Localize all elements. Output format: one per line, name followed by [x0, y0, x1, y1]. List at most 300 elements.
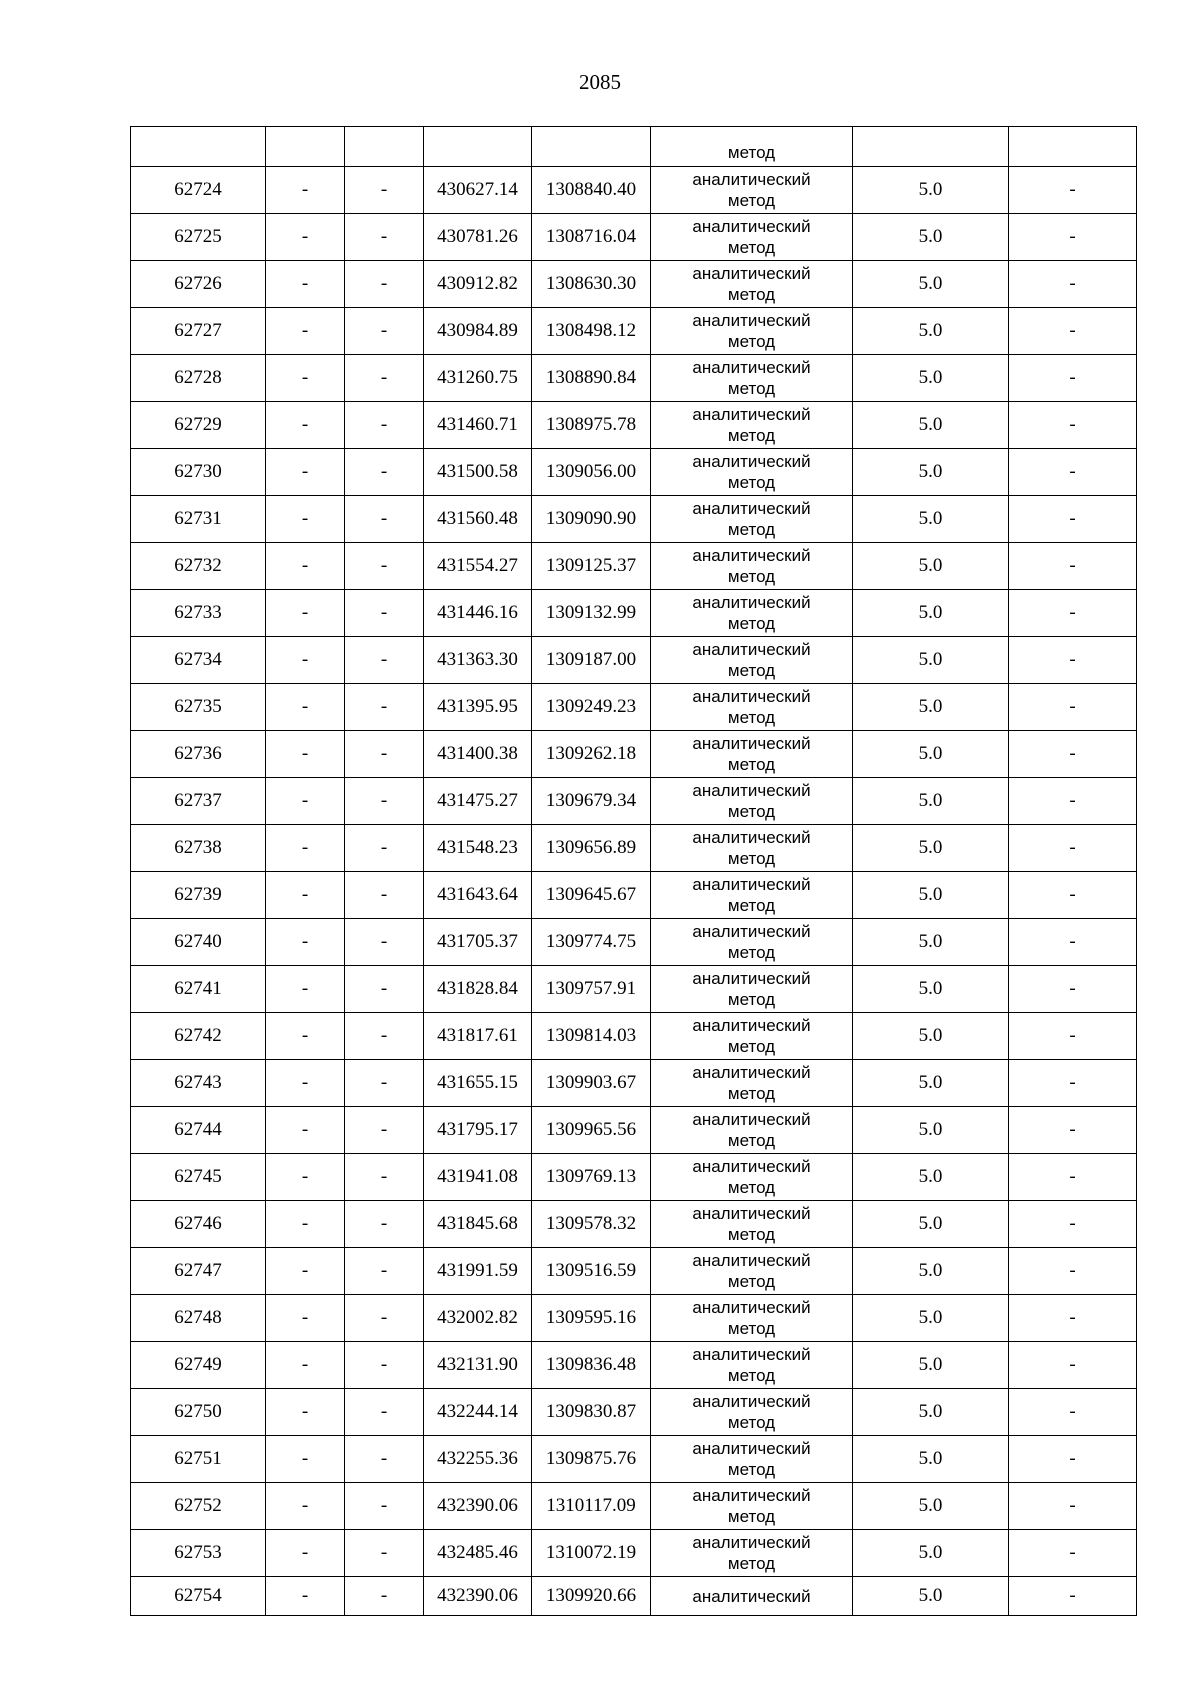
cell-x-coordinate: 432485.46: [424, 1530, 532, 1577]
cell-accuracy: 5.0: [853, 1060, 1009, 1107]
cell-dash: -: [266, 590, 345, 637]
cell-method: [651, 778, 853, 825]
cell-dash: -: [345, 214, 424, 261]
cell-x-coordinate: [424, 127, 532, 167]
cell-dash: -: [345, 1436, 424, 1483]
cell-dash: -: [1009, 1201, 1137, 1248]
cell-dash: -: [345, 1483, 424, 1530]
method-word-2: метод: [727, 426, 776, 445]
table-row: [131, 214, 1137, 261]
cell-method: [651, 731, 853, 778]
table-row: [131, 1342, 1137, 1389]
cell-dash: -: [266, 684, 345, 731]
method-word-2: метод: [727, 1037, 776, 1056]
cell-x-coordinate: 431260.75: [424, 355, 532, 402]
table-row: [131, 684, 1137, 731]
method-word-1: аналитический: [692, 499, 811, 518]
method-word-2: метод: [727, 1413, 776, 1432]
cell-x-coordinate: 432255.36: [424, 1436, 532, 1483]
cell-blank: [1009, 127, 1137, 167]
cell-dash: -: [1009, 355, 1137, 402]
cell-point-number: 62729: [131, 402, 266, 449]
method-word-1: аналитический: [692, 1298, 811, 1317]
cell-y-coordinate: 1308840.40: [532, 167, 651, 214]
method-word-2: метод: [727, 990, 776, 1009]
method-word-1: аналитический: [692, 1110, 811, 1129]
cell-x-coordinate: 431500.58: [424, 449, 532, 496]
cell-point-number: 62749: [131, 1342, 266, 1389]
cell-x-coordinate: 430781.26: [424, 214, 532, 261]
cell-y-coordinate: [532, 127, 651, 167]
cell-accuracy: 5.0: [853, 496, 1009, 543]
cell-dash: -: [345, 1295, 424, 1342]
cell-y-coordinate: 1308890.84: [532, 355, 651, 402]
method-word-1: аналитический: [692, 1016, 811, 1035]
cell-accuracy: 5.0: [853, 684, 1009, 731]
table-row: [131, 637, 1137, 684]
cell-x-coordinate: 431460.71: [424, 402, 532, 449]
table-row: [131, 1201, 1137, 1248]
cell-method: [651, 1154, 853, 1201]
cell-dash: -: [345, 966, 424, 1013]
cell-dash: -: [1009, 872, 1137, 919]
cell-y-coordinate: 1308498.12: [532, 308, 651, 355]
cell-x-coordinate: 431991.59: [424, 1248, 532, 1295]
cell-method: [651, 355, 853, 402]
cell-point-number: 62745: [131, 1154, 266, 1201]
cell-x-coordinate: 431643.64: [424, 872, 532, 919]
cell-y-coordinate: 1309965.56: [532, 1107, 651, 1154]
cell-dash: -: [1009, 590, 1137, 637]
cell-x-coordinate: 431446.16: [424, 590, 532, 637]
cell-y-coordinate: 1309875.76: [532, 1436, 651, 1483]
table-row: [131, 1060, 1137, 1107]
cell-point-number: 62754: [131, 1577, 266, 1616]
cell-dash: -: [266, 355, 345, 402]
cell-x-coordinate: 432244.14: [424, 1389, 532, 1436]
method-word-2: метод: [727, 896, 776, 915]
table-row: [131, 966, 1137, 1013]
cell-dash: -: [345, 1013, 424, 1060]
method-word-2: метод: [727, 943, 776, 962]
cell-point-number: 62733: [131, 590, 266, 637]
method-word-1: аналитический: [692, 969, 811, 988]
cell-y-coordinate: 1309262.18: [532, 731, 651, 778]
cell-y-coordinate: 1309056.00: [532, 449, 651, 496]
cell-accuracy: 5.0: [853, 590, 1009, 637]
cell-dash: -: [345, 355, 424, 402]
cell-x-coordinate: 431554.27: [424, 543, 532, 590]
cell-accuracy: 5.0: [853, 1201, 1009, 1248]
method-word-1: аналитический: [692, 1392, 811, 1411]
method-word-2: метод: [727, 1084, 776, 1103]
cell-dash: -: [266, 1248, 345, 1295]
cell-method: [651, 1295, 853, 1342]
cell-dash: -: [345, 1201, 424, 1248]
cell-dash: -: [1009, 1530, 1137, 1577]
cell-dash: -: [1009, 1389, 1137, 1436]
cell-method: [651, 496, 853, 543]
cell-x-coordinate: 431395.95: [424, 684, 532, 731]
cell-y-coordinate: 1309920.66: [532, 1577, 651, 1616]
cell-dash: -: [345, 449, 424, 496]
cell-x-coordinate: 431941.08: [424, 1154, 532, 1201]
cell-y-coordinate: 1308716.04: [532, 214, 651, 261]
method-word-1: аналитический: [692, 640, 811, 659]
cell-dash: -: [345, 1107, 424, 1154]
cell-dash: -: [266, 1436, 345, 1483]
cell-point-number: 62726: [131, 261, 266, 308]
method-word-2: метод: [727, 285, 776, 304]
table-row: [131, 496, 1137, 543]
cell-dash: -: [1009, 778, 1137, 825]
method-word-2: метод: [727, 379, 776, 398]
table-row: [131, 1107, 1137, 1154]
cell-accuracy: 5.0: [853, 261, 1009, 308]
cell-y-coordinate: 1309090.90: [532, 496, 651, 543]
cell-accuracy: 5.0: [853, 1013, 1009, 1060]
method-word-1: аналитический: [692, 1345, 811, 1364]
cell-x-coordinate: 431560.48: [424, 496, 532, 543]
cell-accuracy: 5.0: [853, 966, 1009, 1013]
cell-dash: -: [266, 1060, 345, 1107]
method-word-1: аналитический: [692, 1204, 811, 1223]
cell-x-coordinate: 431795.17: [424, 1107, 532, 1154]
cell-method: [651, 966, 853, 1013]
cell-method: [651, 684, 853, 731]
cell-dash: -: [266, 731, 345, 778]
method-word-2: метод: [727, 849, 776, 868]
method-word-1: аналитический: [692, 217, 811, 236]
table-body: [131, 127, 1137, 1616]
method-word-2: метод: [727, 755, 776, 774]
method-word-1: аналитический: [692, 311, 811, 330]
cell-dash: -: [1009, 308, 1137, 355]
method-word-1: аналитический: [692, 1251, 811, 1270]
cell-accuracy: 5.0: [853, 1530, 1009, 1577]
cell-x-coordinate: 431475.27: [424, 778, 532, 825]
page-number: 2085: [579, 70, 621, 94]
cell-method: [651, 1577, 853, 1616]
table-row: [131, 1436, 1137, 1483]
cell-dash: -: [345, 778, 424, 825]
cell-dash: -: [266, 261, 345, 308]
method-word-1: аналитический: [692, 781, 811, 800]
cell-y-coordinate: 1309645.67: [532, 872, 651, 919]
cell-dash: -: [266, 1483, 345, 1530]
cell-accuracy: 5.0: [853, 1483, 1009, 1530]
cell-accuracy: 5.0: [853, 731, 1009, 778]
method-word-1: аналитический: [692, 452, 811, 471]
method-word-2: метод: [727, 661, 776, 680]
cell-dash: -: [1009, 214, 1137, 261]
cell-dash: -: [345, 1530, 424, 1577]
cell-dash: -: [345, 496, 424, 543]
cell-x-coordinate: 431548.23: [424, 825, 532, 872]
method-word-2: метод: [727, 191, 776, 210]
cell-x-coordinate: 432390.06: [424, 1483, 532, 1530]
cell-dash: -: [266, 1154, 345, 1201]
cell-method: [651, 449, 853, 496]
cell-accuracy: 5.0: [853, 1577, 1009, 1616]
table-row: [131, 308, 1137, 355]
cell-x-coordinate: 431828.84: [424, 966, 532, 1013]
cell-dash: -: [1009, 261, 1137, 308]
cell-method: [651, 1107, 853, 1154]
cell-y-coordinate: 1308975.78: [532, 402, 651, 449]
table-row: [131, 167, 1137, 214]
cell-dash: -: [1009, 1248, 1137, 1295]
cell-point-number: 62739: [131, 872, 266, 919]
cell-dash: -: [266, 449, 345, 496]
cell-method: [651, 543, 853, 590]
cell-x-coordinate: 431845.68: [424, 1201, 532, 1248]
cell-point-number: 62751: [131, 1436, 266, 1483]
cell-dash: -: [1009, 167, 1137, 214]
cell-y-coordinate: 1309656.89: [532, 825, 651, 872]
cell-dash: -: [266, 1342, 345, 1389]
method-word-1: аналитический: [692, 687, 811, 706]
method-word-1: аналитический: [692, 1486, 811, 1505]
method-word-1: аналитический: [692, 405, 811, 424]
method-word-1: аналитический: [692, 593, 811, 612]
cell-x-coordinate: 432002.82: [424, 1295, 532, 1342]
cell-point-number: 62740: [131, 919, 266, 966]
table-row: [131, 1483, 1137, 1530]
method-word-2: метод: [727, 332, 776, 351]
table-row: [131, 919, 1137, 966]
cell-y-coordinate: 1309679.34: [532, 778, 651, 825]
method-word-1: аналитический: [692, 1439, 811, 1458]
cell-dash: -: [266, 778, 345, 825]
cell-method: [651, 637, 853, 684]
cell-accuracy: 5.0: [853, 543, 1009, 590]
cell-point-number: 62753: [131, 1530, 266, 1577]
cell-dash: -: [345, 1389, 424, 1436]
cell-accuracy: 5.0: [853, 355, 1009, 402]
cell-dash: -: [1009, 1295, 1137, 1342]
cell-method: [651, 1248, 853, 1295]
cell-dash: -: [266, 167, 345, 214]
cell-x-coordinate: 431363.30: [424, 637, 532, 684]
cell-point-number: 62734: [131, 637, 266, 684]
table-row: [131, 1389, 1137, 1436]
cell-dash: -: [1009, 543, 1137, 590]
table-row: [131, 1295, 1137, 1342]
cell-dash: -: [1009, 1013, 1137, 1060]
cell-point-number: 62725: [131, 214, 266, 261]
cell-point-number: 62737: [131, 778, 266, 825]
cell-method-continuation: метод: [651, 127, 853, 167]
cell-dash: -: [266, 1107, 345, 1154]
table-row: [131, 825, 1137, 872]
cell-dash: -: [266, 825, 345, 872]
cell-dash: -: [266, 1530, 345, 1577]
cell-method: [651, 1060, 853, 1107]
cell-accuracy: 5.0: [853, 1248, 1009, 1295]
method-word-2: метод: [727, 1460, 776, 1479]
method-word-2: метод: [727, 238, 776, 257]
cell-dash: -: [345, 731, 424, 778]
cell-dash: -: [1009, 1342, 1137, 1389]
cell-point-number: 62724: [131, 167, 266, 214]
cell-x-coordinate: 431400.38: [424, 731, 532, 778]
method-word-2: метод: [727, 1178, 776, 1197]
cell-dash: -: [266, 214, 345, 261]
cell-point-number: 62732: [131, 543, 266, 590]
cell-x-coordinate: 431705.37: [424, 919, 532, 966]
cell-dash: -: [345, 1248, 424, 1295]
table-row: [131, 402, 1137, 449]
cell-method: [651, 167, 853, 214]
cell-point-number: 62736: [131, 731, 266, 778]
cell-x-coordinate: 432131.90: [424, 1342, 532, 1389]
cell-method: [651, 402, 853, 449]
cell-x-coordinate: 430912.82: [424, 261, 532, 308]
cell-y-coordinate: 1309769.13: [532, 1154, 651, 1201]
cell-dash: -: [266, 1295, 345, 1342]
cell-dash: -: [345, 825, 424, 872]
cell-dash: -: [1009, 402, 1137, 449]
cell-y-coordinate: 1309516.59: [532, 1248, 651, 1295]
cell-point-number: 62744: [131, 1107, 266, 1154]
cell-dash: -: [266, 1013, 345, 1060]
cell-dash: -: [266, 919, 345, 966]
cell-dash: -: [345, 1577, 424, 1616]
cell-y-coordinate: 1310117.09: [532, 1483, 651, 1530]
method-word-2: метод: [727, 1319, 776, 1338]
table-row: [131, 1248, 1137, 1295]
cell-y-coordinate: 1309757.91: [532, 966, 651, 1013]
cell-point-number: 62750: [131, 1389, 266, 1436]
cell-y-coordinate: 1309903.67: [532, 1060, 651, 1107]
cell-accuracy: 5.0: [853, 308, 1009, 355]
cell-dash: -: [345, 684, 424, 731]
method-word-2: метод: [727, 802, 776, 821]
cell-y-coordinate: 1309249.23: [532, 684, 651, 731]
cell-dash: -: [266, 872, 345, 919]
cell-dash: -: [1009, 684, 1137, 731]
cell-dash: -: [345, 402, 424, 449]
cell-accuracy: 5.0: [853, 449, 1009, 496]
cell-method: [651, 1389, 853, 1436]
cell-accuracy: 5.0: [853, 1295, 1009, 1342]
table-row: [131, 449, 1137, 496]
cell-dash: -: [1009, 637, 1137, 684]
cell-dash: -: [1009, 1577, 1137, 1616]
method-word-1: аналитический: [692, 264, 811, 283]
cell-dash: -: [345, 1060, 424, 1107]
cell-x-coordinate: 430984.89: [424, 308, 532, 355]
method-word-1: аналитический: [692, 1586, 811, 1606]
cell-y-coordinate: 1310072.19: [532, 1530, 651, 1577]
cell-dash: -: [266, 402, 345, 449]
cell-x-coordinate: 430627.14: [424, 167, 532, 214]
cell-point-number: 62741: [131, 966, 266, 1013]
method-word-1: аналитический: [692, 875, 811, 894]
cell-point-number: 62746: [131, 1201, 266, 1248]
method-word-1: аналитический: [692, 1533, 811, 1552]
table-row: [131, 872, 1137, 919]
method-word-1: аналитический: [692, 828, 811, 847]
cell-dash: -: [345, 167, 424, 214]
method-word-1: аналитический: [692, 734, 811, 753]
cell-dash: -: [1009, 1436, 1137, 1483]
cell-method: [651, 1530, 853, 1577]
cell-accuracy: 5.0: [853, 1107, 1009, 1154]
continuation-row: [131, 127, 1137, 167]
coordinates-table: [130, 126, 1137, 1616]
cell-dash: -: [266, 966, 345, 1013]
cell-method: [651, 1483, 853, 1530]
cell-method: [651, 1436, 853, 1483]
method-word-1: аналитический: [692, 170, 811, 189]
cell-accuracy: 5.0: [853, 1436, 1009, 1483]
method-word-2: метод: [727, 520, 776, 539]
method-word-2: метод: [727, 1554, 776, 1573]
cell-point-number: 62752: [131, 1483, 266, 1530]
cell-accuracy: 5.0: [853, 1389, 1009, 1436]
cell-method: [651, 1013, 853, 1060]
cell-accuracy: 5.0: [853, 1154, 1009, 1201]
cell-dash: -: [266, 543, 345, 590]
cell-accuracy: 5.0: [853, 214, 1009, 261]
cell-dash: -: [266, 1577, 345, 1616]
table-row: [131, 1154, 1137, 1201]
cell-method: [651, 825, 853, 872]
cell-y-coordinate: 1308630.30: [532, 261, 651, 308]
cell-point-number: 62742: [131, 1013, 266, 1060]
table-row: [131, 590, 1137, 637]
cell-dash: -: [1009, 1107, 1137, 1154]
method-word-1: аналитический: [692, 358, 811, 377]
method-word-2: метод: [727, 1507, 776, 1526]
cell-dash: -: [1009, 496, 1137, 543]
cell-y-coordinate: 1309187.00: [532, 637, 651, 684]
table-row: [131, 355, 1137, 402]
method-word-2: метод: [727, 614, 776, 633]
method-word-1: аналитический: [692, 922, 811, 941]
cell-method: [651, 214, 853, 261]
cell-blank: [266, 127, 345, 167]
cell-method: [651, 308, 853, 355]
cell-method: [651, 590, 853, 637]
cell-dash: -: [345, 308, 424, 355]
cell-dash: -: [345, 637, 424, 684]
cell-dash: -: [1009, 1154, 1137, 1201]
cell-method: [651, 1201, 853, 1248]
table-row: [131, 778, 1137, 825]
cell-y-coordinate: 1309132.99: [532, 590, 651, 637]
cell-point-number: 62748: [131, 1295, 266, 1342]
table-row: [131, 1577, 1137, 1616]
cell-dash: -: [345, 1342, 424, 1389]
cell-y-coordinate: 1309774.75: [532, 919, 651, 966]
cell-x-coordinate: 431817.61: [424, 1013, 532, 1060]
cell-dash: -: [1009, 731, 1137, 778]
method-word-2: метод: [727, 1366, 776, 1385]
cell-dash: -: [345, 261, 424, 308]
table-row: [131, 1013, 1137, 1060]
method-word-2: метод: [727, 1272, 776, 1291]
cell-accuracy: 5.0: [853, 778, 1009, 825]
method-word-2: метод: [727, 708, 776, 727]
cell-y-coordinate: 1309830.87: [532, 1389, 651, 1436]
method-word-2: метод: [727, 567, 776, 586]
table-row: [131, 261, 1137, 308]
cell-dash: -: [266, 496, 345, 543]
cell-dash: -: [1009, 825, 1137, 872]
